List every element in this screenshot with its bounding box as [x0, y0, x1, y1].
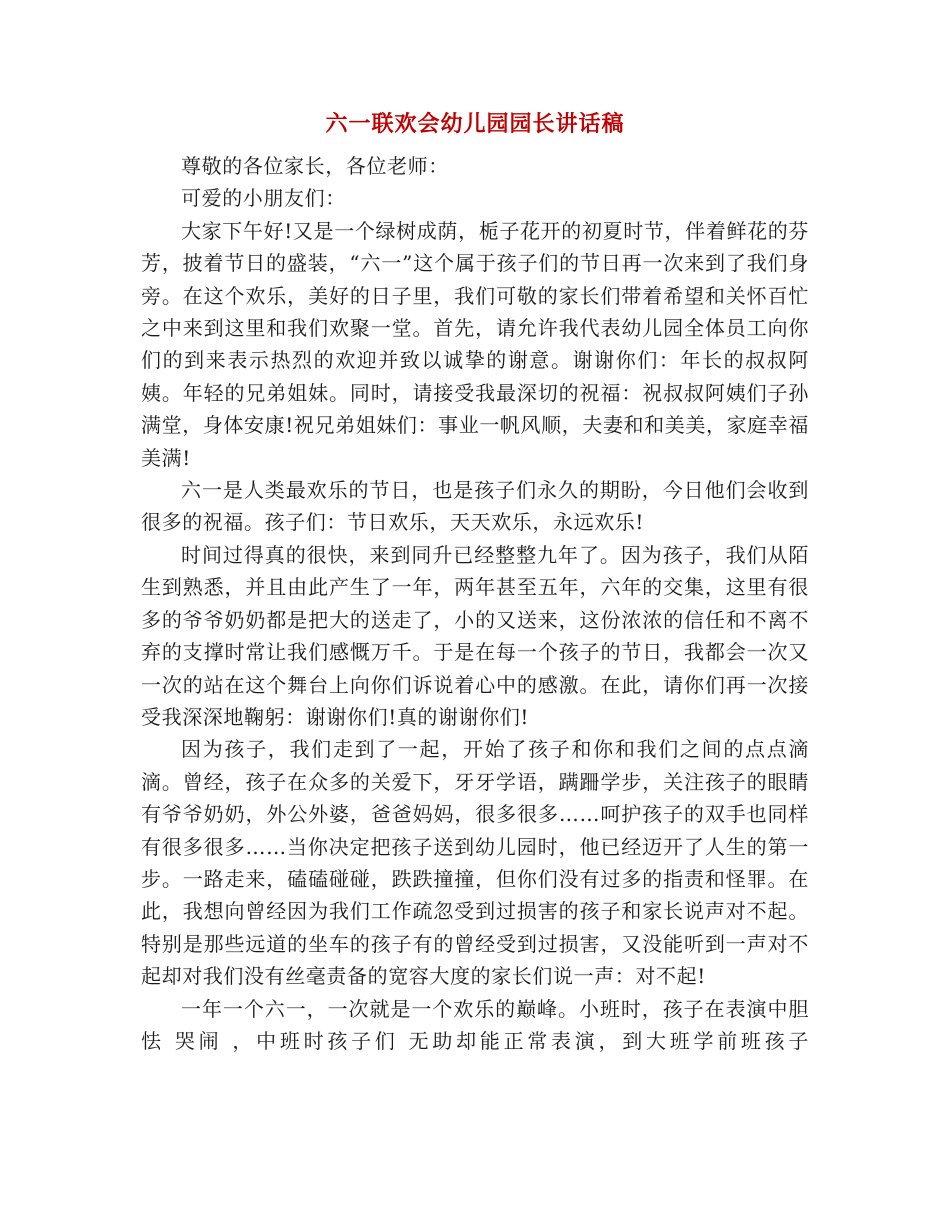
document-title: 六一联欢会幼儿园园长讲话稿: [325, 111, 625, 137]
salutation-children: 可爱的小朋友们：: [181, 186, 346, 211]
paragraph-greeting: 大家下午好!又是一个绿树成荫，栀子花开的初夏时节，伴着鲜花的芬芳，披着节日的盛装，“六一”这个属于孩子们的节日再一次来到了我们身旁。在这个欢乐，美好的日子里，我们可敬的家长们带着希望和关怀百忙之中来到这里和我们欢聚一堂。首先，请允许我代表幼儿园全体员工向你们的到来表示热烈的欢迎并致以诚挚的谢意。谢谢你们：年长的叔叔阿姨。年轻的兄弟姐妹。同时，请接受我最深切的祝福：祝叔叔阿姨们子孙满堂，身体安康!祝兄弟姐妹们：事业一帆风顺，夫妻和和美美，家庭幸福美满!: [141, 218, 809, 470]
paragraph-every-year: 一年一个六一，一次就是一个欢乐的巅峰。小班时，孩子在表演中胆怯 哭闹 ，中班时孩子们 无助却能正常表演，到大班学前班孩子: [141, 996, 809, 1053]
paragraph-nine-years: 时间过得真的很快，来到同升已经整整九年了。因为孩子，我们从陌生到熟悉，并且由此产生了一年，两年甚至五年，六年的交集，这里有很多的爷爷奶奶都是把大的送走了，小的又送来，这份浓浓的信任和不离不弃的支撑时常让我们感慨万千。于是在每一个孩子的节日，我都会一次又一次的站在这个舞台上向你们诉说着心中的感激。在此，请你们再一次接受我深深地鞠躬：谢谢你们!真的谢谢你们!: [141, 542, 809, 729]
salutation-parents-teachers: 尊敬的各位家长，各位老师：: [181, 154, 449, 178]
document-page: [141, 108, 809, 1057]
paragraph-together: 因为孩子，我们走到了一起，开始了孩子和你和我们之间的点点滴滴。曾经，孩子在众多的关爱下，牙牙学语，蹒跚学步，关注孩子的眼睛有爷爷奶奶，外公外婆，爸爸妈妈，很多很多……呵护孩子的双手也同样有很多很多……当你决定把孩子送到幼儿园时，他已经迈开了人生的第一步。一路走来，磕磕碰碰，跌跌撞撞，但你们没有过多的指责和怪罪。在此，我想向曾经因为我们工作疏忽受到过损害的孩子和家长说声对不起。特别是那些远道的坐车的孩子有的曾经受到过损害，又没能听到一声对不起却对我们没有丝毫责备的宽容大度的家长们说一声：对不起!: [141, 737, 809, 989]
paragraph-childrens-day: 六一是人类最欢乐的节日，也是孩子们永久的期盼，今日他们会收到很多的祝福。孩子们：节日欢乐，天天欢乐，永远欢乐!: [141, 478, 809, 535]
